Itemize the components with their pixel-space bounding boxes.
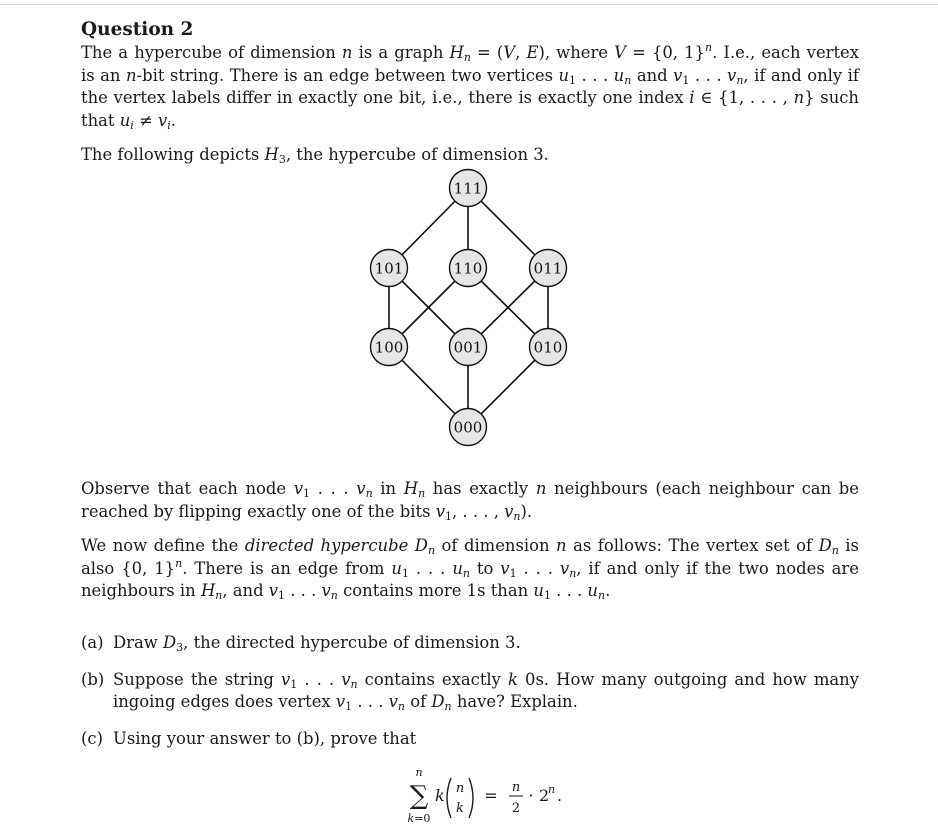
- graph-node-000: [450, 409, 487, 446]
- svg-text:.: .: [557, 786, 563, 805]
- paragraph-directed-definition: We now define the directed hypercube $D_n$ of dimension n as follows: The vertex set of $D_n$ is also {0, 1}$^n$. There is an edge from $u_1$ . . . $u_n$ to $v_1$ . . . $v_n$, if and only if the two nodes are neighbours in $H_n$, and $v_1$ . . . $v_n$ contains more 1s than $u_1$ . . . $u_n$.: [81, 536, 859, 602]
- subquestion-b: [81, 669, 859, 714]
- graph-node-label: 010: [533, 338, 563, 357]
- svg-text:n: n: [548, 783, 556, 796]
- graph-node-110: [450, 250, 487, 287]
- svg-text:2: 2: [539, 786, 550, 805]
- svg-text:n: n: [455, 781, 465, 796]
- subquestion-list: [81, 632, 859, 764]
- top-rule: [0, 4, 938, 5]
- svg-text:2: 2: [511, 801, 521, 816]
- hypercube-graph: [81, 18, 859, 468]
- subquestion-label: (a): [81, 633, 104, 652]
- subquestion-a: [81, 632, 859, 655]
- graph-node-011: [530, 250, 567, 287]
- graph-node-label: 110: [453, 259, 483, 278]
- graph-node-100: [371, 329, 408, 366]
- question-document: [81, 18, 860, 748]
- graph-node-label: 000: [453, 418, 483, 437]
- subquestion-c: [81, 728, 859, 751]
- svg-text:=: =: [484, 786, 498, 805]
- subquestion-label: (c): [81, 728, 103, 748]
- graph-node-label: 111: [453, 179, 483, 198]
- graph-node-label: 100: [374, 338, 404, 357]
- svg-text:n: n: [415, 766, 423, 779]
- subquestion-text: Using your answer to (b), prove that: [113, 728, 417, 748]
- sum-formula: [405, 764, 585, 828]
- graph-node-010: [530, 329, 567, 366]
- svg-text:k: k: [435, 786, 445, 805]
- graph-node-111: [450, 170, 487, 207]
- svg-text:n: n: [511, 780, 521, 795]
- svg-text:k=0: k=0: [407, 812, 431, 825]
- subquestion-text: Suppose the string $v_1$ . . . $v_n$ contains exactly k 0s. How many outgoing and how many ingoing edges does vertex $v_1$ . . . $v_n$ of $D_n$ have? Explain.: [113, 669, 859, 713]
- graph-node-001: [450, 329, 487, 366]
- question-title: Question 2: [81, 19, 194, 40]
- graph-node-101: [371, 250, 408, 287]
- graph-node-label: 001: [453, 338, 483, 357]
- paragraph-observe: Observe that each node $v_1$ . . . $v_n$ in $H_n$ has exactly n neighbours (each neighbour can be reached by flipping exactly one of the bits $v_1$, . . . , $v_n$).: [81, 479, 859, 523]
- subquestion-text: Draw $D_3$, the directed hypercube of dimension 3.: [113, 633, 521, 654]
- paragraph-depicts: The following depicts $H_3$, the hypercube of dimension 3.: [81, 145, 549, 166]
- paragraph-definition: The a hypercube of dimension n is a graph $H_n = (V$, E), where V = {0, 1}$^n$. I.e., each vertex is an n-bit string. There is an edge between two vertices $u_1$ . . . $u_n$ and $v_1$ . . . $v_n$, if and only if the vertex labels differ in exactly one bit, i.e., there is exactly one index i ∈ {1, . . . , n} such that $u_i \ne v_i$.: [81, 41, 860, 132]
- svg-text:k: k: [456, 801, 464, 816]
- svg-text:∑: ∑: [409, 781, 429, 811]
- svg-text:·: ·: [528, 786, 534, 805]
- graph-node-label: 101: [374, 259, 404, 278]
- graph-node-label: 011: [533, 259, 563, 278]
- subquestion-label: (b): [81, 669, 105, 689]
